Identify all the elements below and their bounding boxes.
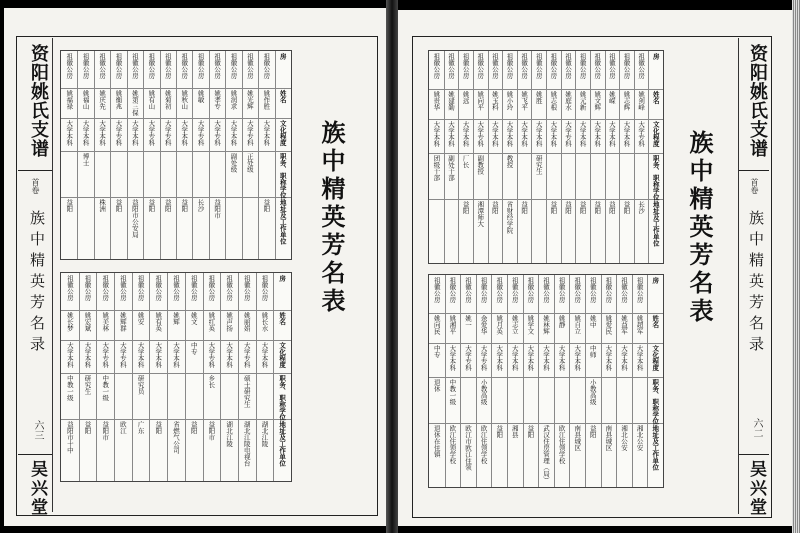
table-cell: 大学本科 (542, 344, 550, 371)
table-cell: 祖徽公房 (520, 53, 529, 79)
table-cell: 大学本科 (154, 341, 163, 368)
table-cell: 大学本科 (225, 341, 234, 368)
table-header-cell: 地址及工作单位 (651, 201, 660, 247)
table-cell: 小教高级 (588, 378, 597, 405)
table-header-cell: 文化程度 (278, 119, 287, 146)
table-cell: 姚小玲 (505, 91, 514, 111)
table-cell: 中教一级 (65, 374, 74, 401)
table-cell: 姚向平 (476, 91, 485, 111)
right-bottom-table (428, 274, 664, 488)
table-cell: 姚声扬 (225, 312, 234, 332)
table-cell: 中专 (432, 344, 441, 358)
chapter-label: 首卷 (31, 178, 40, 194)
table-cell: 益阳 (622, 201, 631, 215)
table-cell: 湖北江陵 (260, 420, 269, 447)
table-cell: 湖北江陵 (225, 420, 234, 447)
table-cell: 祖徽公房 (573, 277, 582, 303)
table-cell: 祖徽公房 (229, 53, 238, 79)
table-cell: 祖徽公房 (83, 275, 92, 301)
table-header-cell: 职务、职称学位 (651, 378, 660, 425)
table-cell: 团级干部 (432, 154, 441, 181)
table-cell: 大学本科 (578, 120, 587, 147)
table-cell: 姚志立 (510, 315, 519, 335)
table-cell: 姚福禄 (65, 90, 74, 110)
table-header-cell: 职务、职称学位 (278, 374, 287, 421)
table-cell: 祖徽公房 (578, 53, 587, 79)
table-cell: 姚辉 (172, 312, 180, 326)
table-cell: 大学本科 (607, 120, 616, 147)
table-cell: 祖徽公房 (136, 275, 145, 301)
section-title: 族中精英芳名录 (747, 210, 765, 357)
table-cell: 姚超军 (635, 315, 644, 335)
table-cell: 大学本科 (593, 120, 602, 147)
table-cell: 大学本科 (83, 341, 92, 368)
table-cell: 大学专科 (101, 341, 110, 368)
table-cell: 祖徽公房 (622, 53, 631, 79)
table-cell: 益阳市 (207, 420, 216, 441)
table-header-cell: 地址及工作单位 (278, 420, 287, 467)
table-cell: 姚林辉 (542, 315, 550, 335)
table-cell: 姚玉科 (490, 91, 499, 111)
table-cell: 姚建勤 (446, 91, 455, 111)
table-title: 族中精英芳名表 (317, 120, 346, 316)
table-cell: 大学本科 (520, 120, 529, 147)
table-cell: 祖徽公房 (213, 53, 222, 79)
table-cell: 姚湘平 (448, 315, 457, 335)
table-cell: 大学本科 (604, 344, 613, 371)
table-cell: 益阳 (180, 198, 189, 212)
table-cell: 益阳 (593, 201, 602, 215)
table-cell: 益阳 (65, 198, 74, 212)
right-side-column (738, 38, 769, 517)
table-cell: 武汉住房管理（局） (542, 425, 550, 484)
table-cell: 益阳 (189, 420, 198, 434)
table-cell: 祖徽公房 (563, 53, 572, 79)
page-number: 六二 (751, 418, 762, 438)
table-cell: 大学专科 (563, 120, 572, 147)
right-top-table (428, 50, 664, 264)
table-cell: 益阳 (563, 201, 572, 215)
book-spine (386, 0, 398, 533)
table-cell: 大学本科 (65, 119, 74, 146)
table-cell: 姚安 (136, 312, 145, 326)
table-cell: 大学本科 (172, 341, 180, 368)
table-cell: 正处级 (245, 152, 254, 173)
page-edges (792, 0, 800, 533)
table-cell: 祖徽公房 (130, 53, 139, 79)
table-cell: 祖徽公房 (180, 53, 189, 79)
table-cell: 大学本科 (620, 344, 628, 371)
table-cell: 退休 (432, 378, 441, 392)
table-cell: 大学专科 (476, 120, 485, 147)
table-cell: 大学本科 (526, 344, 535, 371)
table-cell: 姚爱民 (604, 315, 613, 335)
table-cell: 益阳 (163, 198, 172, 212)
table-cell: 副处级 (229, 152, 238, 173)
table-cell: 姚福山 (81, 90, 90, 110)
table-cell: 祖徽公房 (101, 275, 110, 301)
table-cell: 湖北江陵电视台 (242, 420, 251, 467)
table-cell: 研究员 (136, 374, 145, 395)
table-cell: 姚远 (461, 91, 470, 105)
table-cell: 大学本科 (65, 341, 74, 368)
table-header-cell: 职务、职称学位 (278, 152, 287, 199)
table-cell: 大学本科 (136, 341, 145, 368)
table-cell: 姚胜 (534, 91, 543, 105)
table-header-cell: 姓名 (651, 91, 660, 105)
table-cell: 大学本科 (446, 120, 455, 147)
table-cell: 大学本科 (262, 119, 271, 146)
table-cell: 姚文辉 (593, 91, 602, 111)
table-cell: 南县城区 (604, 425, 613, 452)
table-cell: 大学本科 (448, 344, 457, 371)
left-top-table (60, 50, 292, 260)
table-cell: 祖徽公房 (593, 53, 602, 79)
table-cell: 余爱华 (479, 315, 488, 335)
table-cell: 祖徽公房 (207, 275, 216, 301)
table-cell: 南县城区 (573, 425, 582, 452)
table-header-cell: 地址及工作单位 (651, 425, 660, 471)
table-cell: 益阳 (607, 201, 616, 215)
table-cell: 祖徽公房 (557, 277, 566, 303)
table-cell: 益阳市十中 (65, 420, 74, 454)
table-header-cell: 房 (651, 53, 660, 60)
table-cell: 姚飞平 (520, 91, 529, 111)
table-cell: 姚剑峰 (637, 91, 646, 111)
table-cell: 祖徽公房 (242, 275, 251, 301)
table-cell: 姚一 (464, 315, 472, 329)
table-cell: 大学本科 (495, 344, 504, 371)
table-cell: 大学本科 (98, 119, 107, 146)
table-cell: 姚学文 (526, 315, 535, 335)
table-cell: 大学本科 (260, 341, 269, 368)
table-cell: 姚文 (189, 312, 198, 326)
left-page (4, 8, 386, 526)
table-cell: 姚作胜 (262, 90, 271, 110)
table-cell: 硕士研究生 (242, 374, 251, 408)
table-cell: 益阳 (154, 420, 163, 434)
table-cell: 祖徽公房 (505, 53, 514, 79)
table-cell: 益阳市 (101, 420, 110, 441)
table-cell: 研究生 (534, 154, 543, 175)
table-cell: 小教高级 (479, 378, 488, 405)
table-cell: 广东 (136, 420, 145, 434)
left-side-column (18, 38, 53, 517)
table-cell: 益阳 (526, 425, 535, 439)
table-cell: 大学本科 (557, 344, 566, 371)
table-cell: 祖徽公房 (81, 53, 90, 79)
table-cell: 湘北公安 (635, 425, 644, 452)
section-title: 族中精英芳名录 (28, 210, 46, 357)
table-cell: 益阳 (461, 201, 470, 215)
table-cell: 祖徽公房 (118, 275, 127, 301)
table-cell: 大学本科 (130, 119, 139, 146)
table-cell: 大学专科 (242, 341, 251, 368)
table-cell: 祖徽公房 (461, 53, 470, 79)
table-cell: 姚贵华 (432, 91, 441, 111)
table-header-cell: 房 (278, 275, 287, 282)
table-cell: 大学本科 (573, 344, 582, 371)
table-cell: 祖徽公房 (114, 53, 123, 79)
table-cell: 姚宏斌 (83, 312, 92, 332)
table-cell: 大学本科 (180, 119, 189, 146)
table-cell: 姚庆先 (98, 90, 107, 110)
table-cell: 乡长 (207, 374, 216, 388)
table-cell: 姚第三保 (130, 90, 139, 117)
table-cell: 益阳 (520, 201, 529, 215)
publisher-mark: 吴兴堂 (746, 460, 766, 517)
publisher-mark: 吴兴堂 (27, 460, 47, 517)
table-cell: 姚庭水 (563, 91, 572, 111)
table-cell: 副处干部 (446, 154, 455, 181)
table-cell: 姚秋山 (180, 90, 189, 110)
table-cell: 湘县 (510, 425, 519, 439)
table-cell: 姚敏 (196, 90, 205, 104)
table-cell: 省财经学院 (505, 201, 514, 234)
chapter-label: 首卷 (750, 178, 759, 194)
table-cell: 姚美林 (101, 312, 110, 332)
table-cell: 祖徽公房 (147, 53, 156, 79)
table-cell: 姚月英 (495, 315, 504, 335)
table-cell: 祖徽公房 (620, 277, 628, 303)
table-cell: 姚志根 (549, 91, 558, 111)
table-cell: 姚有山 (147, 90, 156, 110)
table-cell: 湘北公安 (620, 425, 628, 452)
table-cell: 祖徽公房 (154, 275, 163, 301)
table-cell: 祖徽公房 (446, 53, 455, 79)
table-cell: 中专 (189, 341, 198, 355)
table-cell: 祖徽公房 (542, 277, 550, 303)
table-cell: 大学本科 (505, 120, 514, 147)
table-cell: 姚丽娟 (242, 312, 251, 332)
table-cell: 大学本科 (490, 120, 499, 147)
table-cell: 大学本科 (622, 120, 631, 147)
table-cell: 祖徽公房 (196, 53, 205, 79)
table-cell: 湘潭师大 (476, 201, 485, 228)
table-cell: 研究生 (83, 374, 92, 395)
table-cell: 益阳市公安局 (130, 198, 139, 238)
table-cell: 益阳 (578, 201, 587, 215)
table-cell: 姚红英 (207, 312, 216, 332)
table-cell: 祖徽公房 (526, 277, 535, 303)
table-cell: 姚衡兆 (114, 90, 123, 110)
table-header-cell: 姓名 (278, 312, 287, 326)
table-cell: 大学专科 (207, 341, 216, 368)
table-cell: 中师 (588, 344, 597, 358)
table-cell: 益阳 (549, 201, 558, 215)
table-cell: 祖徽公房 (260, 275, 269, 301)
table-cell: 益阳 (495, 425, 504, 439)
table-cell: 大学专科 (637, 120, 646, 147)
table-cell: 大学本科 (510, 344, 519, 371)
table-cell: 欧江 (118, 420, 127, 434)
table-cell: 中教一级 (101, 374, 110, 401)
table-cell: 祖徽公房 (490, 53, 499, 79)
table-cell: 祖徽公房 (534, 53, 543, 79)
table-cell: 大学本科 (635, 344, 644, 371)
table-cell: 祖徽公房 (189, 275, 198, 301)
table-cell: 祖徽公房 (98, 53, 107, 79)
table-cell: 祖徽公房 (172, 275, 180, 301)
table-header-cell: 姓名 (278, 90, 287, 104)
table-cell: 姚长梦 (65, 312, 74, 332)
table-cell: 姚润求 (229, 90, 238, 110)
table-cell: 益阳 (114, 198, 123, 212)
table-cell: 祖徽公房 (510, 277, 519, 303)
table-cell: 中教一级 (448, 378, 457, 405)
table-cell: 祖徽公房 (588, 277, 597, 303)
table-cell: 姚长水 (260, 312, 269, 332)
table-header-cell: 姓名 (651, 315, 660, 329)
table-header-cell: 地址及工作单位 (278, 198, 287, 245)
table-cell: 省燃气公司 (172, 420, 180, 454)
table-cell: 祖徽公房 (549, 53, 558, 79)
table-cell: 祖徽公房 (637, 53, 646, 79)
table-cell: 姚中 (588, 315, 597, 329)
left-bottom-table (60, 272, 292, 482)
table-cell: 祖徽公房 (464, 277, 472, 303)
table-cell: 祖徽公房 (476, 53, 485, 79)
table-cell: 欧江住领学校 (448, 425, 457, 465)
table-cell: 长沙 (196, 198, 205, 212)
table-cell: 大学专科 (245, 119, 254, 146)
table-cell: 姚辉群 (118, 312, 127, 332)
table-cell: 教授 (505, 154, 514, 168)
table-cell: 祖徽公房 (262, 53, 271, 79)
table-cell: 欧江住领学校 (557, 425, 566, 465)
table-cell: 姚菊初 (163, 90, 172, 110)
table-cell: 姚自立 (573, 315, 582, 335)
table-cell: 益阳 (83, 420, 92, 434)
book-title: 资阳姚氏支谱 (28, 44, 49, 158)
table-cell: 副教授 (476, 154, 485, 175)
table-cell: 姚益军 (620, 315, 628, 335)
table-cell: 祖徽公房 (432, 53, 441, 79)
table-cell: 益阳 (147, 198, 156, 212)
table-cell: 大学专科 (114, 119, 123, 146)
table-cell: 姚志辉 (622, 91, 631, 111)
table-cell: 姚向民 (432, 315, 441, 335)
page-number: 六三 (32, 420, 43, 440)
table-title: 族中精英芳名表 (685, 130, 714, 326)
table-header-cell: 职务、职称学位 (651, 154, 660, 201)
table-header-cell: 文化程度 (278, 341, 287, 368)
table-cell: 姚孝专 (213, 90, 222, 110)
table-cell: 益阳 (588, 425, 597, 439)
table-cell: 益阳市 (213, 198, 222, 219)
table-cell: 祖徽公房 (479, 277, 488, 303)
table-cell: 祖徽公房 (65, 53, 74, 79)
table-cell: 大学本科 (549, 120, 558, 147)
table-cell: 姚嵘 (607, 91, 616, 105)
table-cell: 祖徽公房 (635, 277, 644, 303)
table-cell: 祖徽公房 (607, 53, 616, 79)
table-cell: 姚元新 (578, 91, 587, 111)
table-cell: 大学本科 (534, 120, 543, 147)
table-cell: 大学本科 (432, 120, 441, 147)
table-cell: 大学本科 (81, 119, 90, 146)
table-cell: 益阳 (490, 201, 499, 215)
table-cell: 退休在住镇 (432, 425, 441, 458)
table-cell: 博士 (81, 152, 90, 166)
table-header-cell: 文化程度 (651, 344, 660, 371)
table-cell: 祖徽公房 (225, 275, 234, 301)
table-cell: 祖徽公房 (163, 53, 172, 79)
table-cell: 大学本科 (461, 120, 470, 147)
table-cell: 欧江住领学校 (479, 425, 488, 465)
table-cell: 祖徽公房 (432, 277, 441, 303)
book-title: 资阳姚氏支谱 (747, 44, 768, 158)
table-cell: 大学专科 (147, 119, 156, 146)
table-cell: 大学本科 (229, 119, 238, 146)
table-header-cell: 房 (651, 277, 660, 284)
table-cell: 姚光辉 (245, 90, 254, 110)
table-cell: 益阳 (262, 198, 271, 212)
table-cell: 欧江市欧江住领 (464, 425, 472, 471)
table-cell: 厂长 (461, 154, 470, 168)
table-cell: 祖徽公房 (495, 277, 504, 303)
table-cell: 大学专科 (163, 119, 172, 146)
table-cell: 姚静 (557, 315, 566, 329)
table-cell: 祖徽公房 (245, 53, 254, 79)
table-cell: 祖徽公房 (65, 275, 74, 301)
table-cell: 大学专科 (464, 344, 472, 371)
table-cell: 长沙 (637, 201, 646, 215)
table-cell: 大学专科 (196, 119, 205, 146)
table-cell: 大学专科 (213, 119, 222, 146)
right-page (398, 10, 792, 526)
table-header-cell: 文化程度 (651, 120, 660, 147)
table-cell: 株洲 (98, 198, 107, 212)
table-cell: 大学专科 (479, 344, 488, 371)
table-cell: 大学专科 (118, 341, 127, 368)
table-header-cell: 房 (278, 53, 287, 60)
table-cell: 祖徽公房 (604, 277, 613, 303)
table-cell: 祖徽公房 (448, 277, 457, 303)
table-cell: 姚有英 (154, 312, 163, 332)
